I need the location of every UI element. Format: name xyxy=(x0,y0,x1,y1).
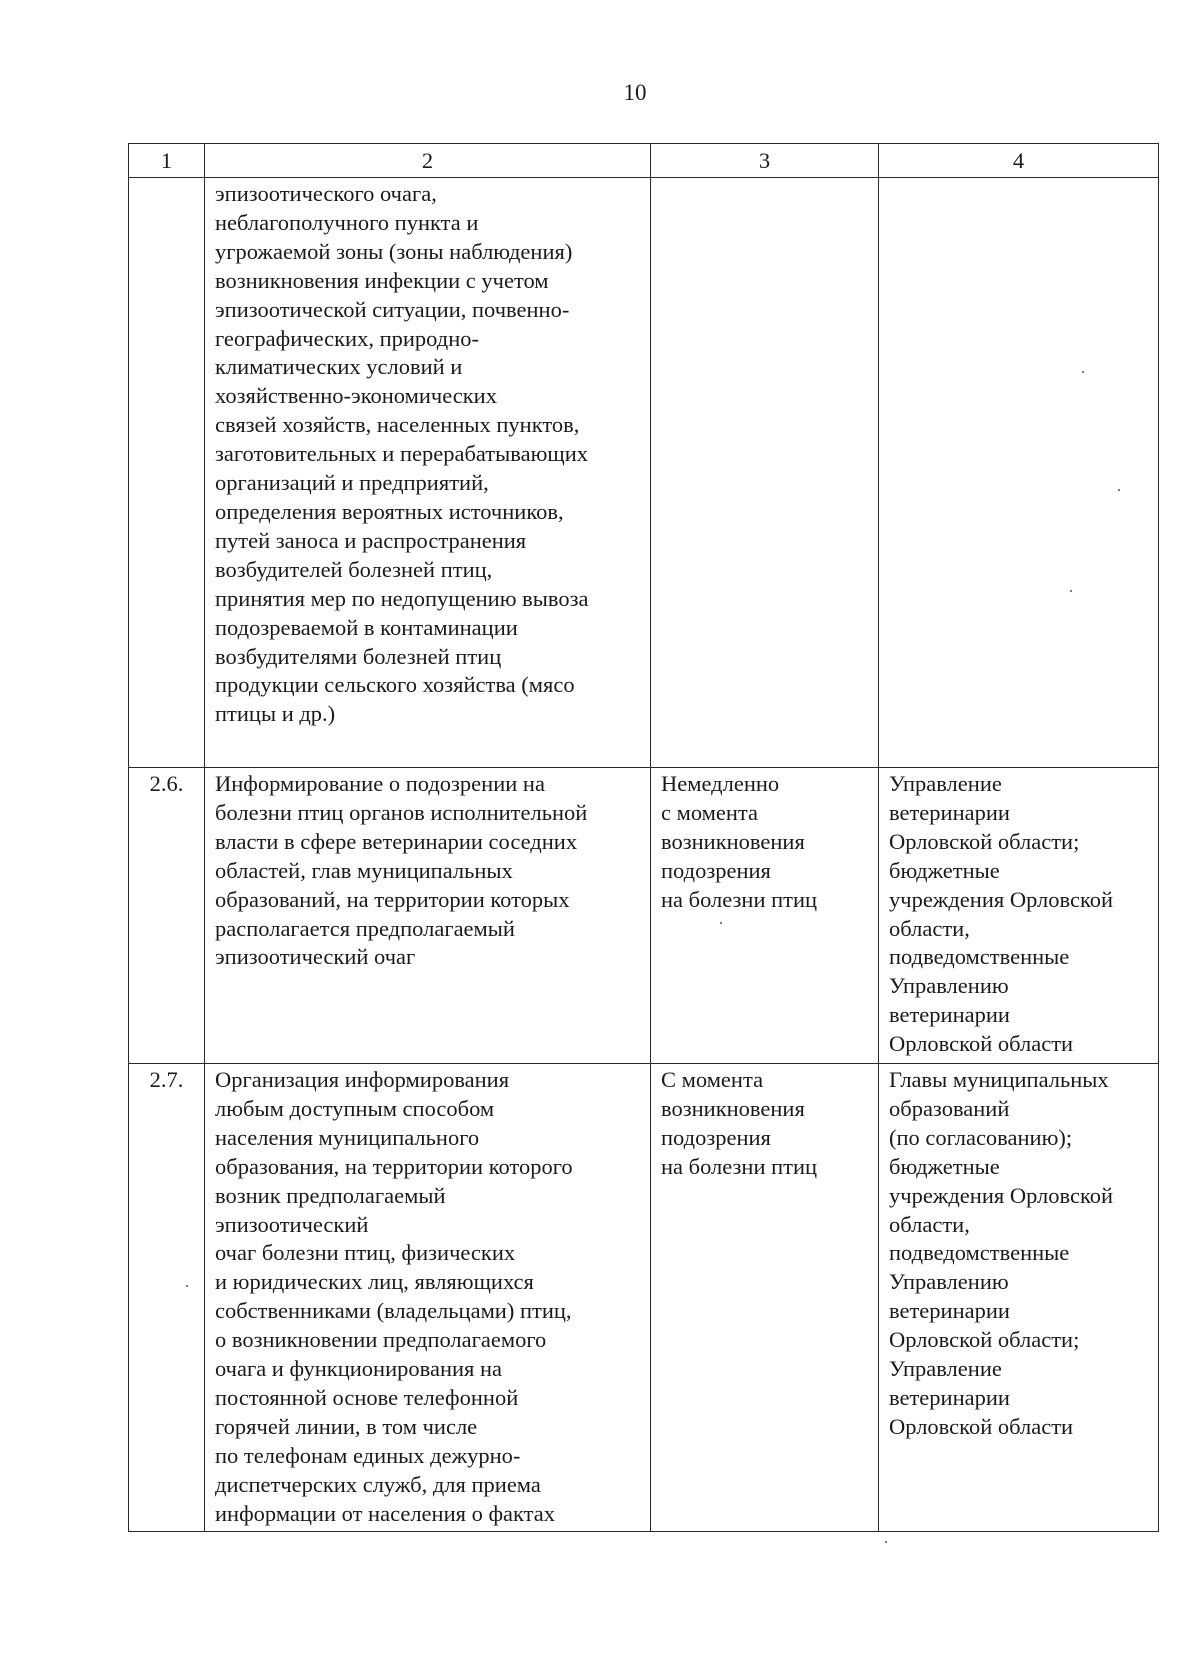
action-cell: Организация информирования любым доступным способом населения муниципального образования, на территории которого возник предполагаемый эпизоотический очаг болезни птиц, физических и юридических лиц, являющихся собственниками (владельцами) птиц, о возникновении предполагаемого очага и функционирования на постоянной основе телефонной горячей линии, в том числе по телефонам единых дежурно- диспетчерских служб, для приема информации от населения о фактах xyxy=(205,1064,651,1532)
term-cell xyxy=(651,178,879,768)
row-number: 2.6. xyxy=(129,768,205,1064)
page-number: 10 xyxy=(623,80,647,105)
table-row xyxy=(129,1064,1159,1532)
scan-speck xyxy=(885,1541,887,1543)
scan-speck xyxy=(1082,371,1084,373)
column-header-1: 1 xyxy=(129,144,205,178)
action-cell: Информирование о подозрении на болезни птиц органов исполнительной власти в сфере ветеринарии соседних областей, глав муниципальных образований, на территории которых располагается предполагаемый эпизоотический очаг xyxy=(205,768,651,1064)
action-cell: эпизоотического очага, неблагополучного пункта и угрожаемой зоны (зоны наблюдения) возникновения инфекции с учетом эпизоотической ситуации, почвенно- географических, природно- климатических условий и хозяйственно-экономических связей хозяйств, населенных пунктов, заготовительных и перерабатывающих организаций и предприятий, определения вероятных источников, путей заноса и распространения возбудителей болезней птиц, принятия мер по недопущению вывоза подозреваемой в контаминации возбудителями болезней птиц продукции сельского хозяйства (мясо птицы и др.) xyxy=(205,178,651,768)
table-row xyxy=(129,178,1159,768)
row-number xyxy=(129,178,205,768)
table-header-row xyxy=(129,144,1159,178)
term-cell: С момента возникновения подозрения на болезни птиц xyxy=(651,1064,879,1532)
responsible-cell: Управление ветеринарии Орловской области; бюджетные учреждения Орловской области, подведомственные Управлению ветеринарии Орловской области xyxy=(879,768,1159,1064)
measures-table xyxy=(128,143,1159,1532)
table-row xyxy=(129,768,1159,1064)
responsible-cell xyxy=(879,178,1159,768)
column-header-3: 3 xyxy=(651,144,879,178)
scan-speck xyxy=(1118,489,1120,491)
column-header-2: 2 xyxy=(205,144,651,178)
scan-speck xyxy=(186,1285,188,1287)
row-number: 2.7. xyxy=(129,1064,205,1532)
scan-speck xyxy=(720,922,722,924)
scan-speck xyxy=(1070,590,1072,592)
term-cell: Немедленно с момента возникновения подозрения на болезни птиц xyxy=(651,768,879,1064)
column-header-4: 4 xyxy=(879,144,1159,178)
responsible-cell: Главы муниципальных образований (по согласованию); бюджетные учреждения Орловской области, подведомственные Управлению ветеринарии Орловской области; Управление ветеринарии Орловской области xyxy=(879,1064,1159,1532)
